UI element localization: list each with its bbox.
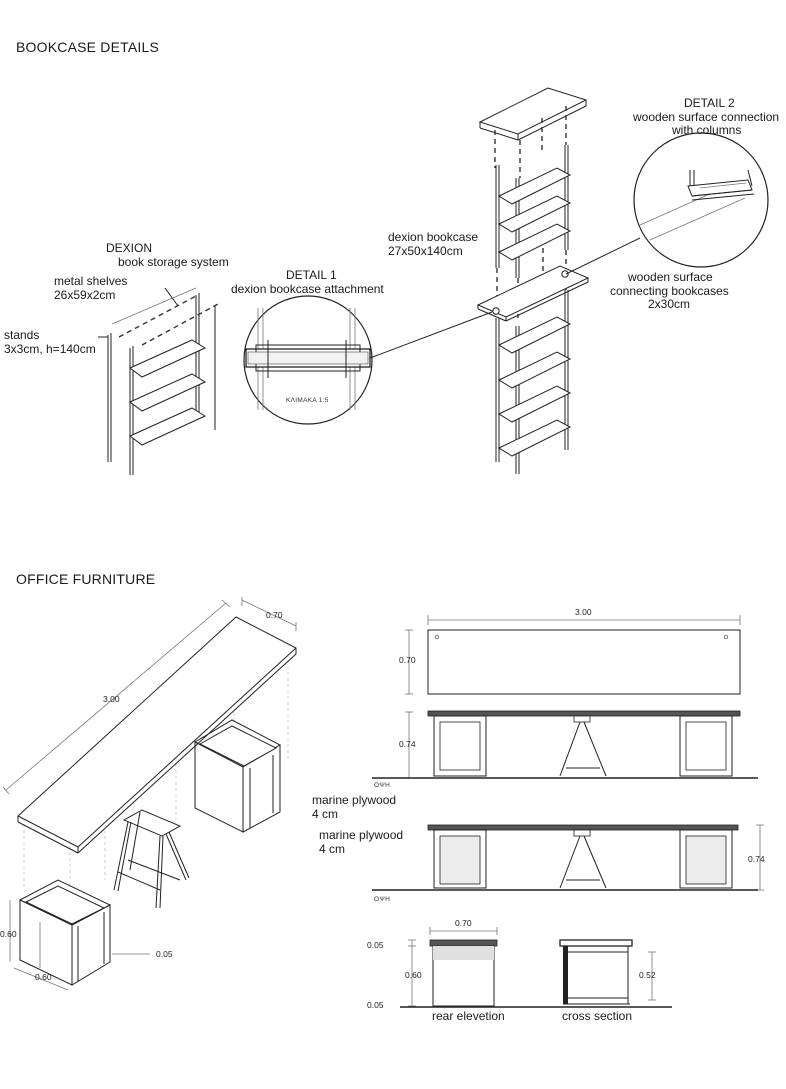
thickness-label-2: 4 cm — [319, 842, 346, 856]
front-elevation — [372, 711, 758, 778]
elevation2-height-dim: 0.74 — [748, 854, 765, 864]
rear-bottom-dim: 0.05 — [367, 1000, 384, 1010]
stands-label: stands — [4, 328, 40, 342]
stands-size: 3x3cm, h=140cm — [4, 342, 96, 356]
rear-height-dim: 0.60 — [405, 970, 422, 980]
surface-label: wooden surface — [628, 270, 713, 284]
dexion-shelf-unit — [98, 288, 220, 475]
dexion-title: DEXION — [106, 241, 153, 255]
surface-line2: connecting bookcases — [610, 284, 729, 298]
iso-width-dim: 0.70 — [266, 610, 283, 620]
cross-section-label: cross section — [562, 1009, 633, 1023]
detail1-title: DETAIL 1 — [286, 268, 337, 282]
iso-box-width-dim: 0.60 — [35, 972, 52, 982]
elevation-height-dim: 0.74 — [399, 739, 416, 749]
iso-gap-dim: 0.05 — [156, 949, 173, 959]
plan-view — [405, 615, 740, 694]
cross-height-dim: 0.52 — [639, 970, 656, 980]
iso-desk — [3, 597, 296, 990]
surface-size: 2x30cm — [648, 297, 691, 311]
iso-box-height-dim: 0.60 — [0, 929, 17, 939]
plan-depth-dim: 0.70 — [399, 655, 416, 665]
iso-length-dim: 3.00 — [103, 694, 120, 704]
floor-mark: ΟΨΗ — [374, 782, 391, 789]
thickness-label-1: 4 cm — [312, 807, 339, 821]
plan-length-dim: 3.00 — [575, 607, 592, 617]
rear-elevation-label: rear elevetion — [432, 1009, 505, 1023]
detail2-line1: wooden surface connection — [633, 110, 780, 124]
side-elevation — [372, 825, 764, 890]
bookcase-section-title: BOOKCASE DETAILS — [16, 39, 159, 55]
shelves-label: metal shelves — [54, 274, 128, 288]
material-label-2: marine plywood — [319, 828, 404, 842]
rear-width-dim: 0.70 — [455, 918, 472, 928]
detail1-subtitle: dexion bookcase attachment — [231, 282, 384, 296]
rear-top-dim: 0.05 — [367, 940, 384, 950]
detail2-line2: with columns — [672, 123, 742, 137]
bookcase-size: 27x50x140cm — [388, 244, 463, 258]
detail1-circle — [244, 296, 492, 424]
shelves-size: 26x59x2cm — [54, 288, 116, 302]
floor-mark-2: ΟΨΗ — [374, 896, 391, 903]
detail1-scale: ΚΛΙΜΑΚΑ 1:5 — [286, 397, 329, 404]
detail2-title: DETAIL 2 — [684, 96, 735, 110]
material-label-1: marine plywood — [312, 793, 397, 807]
tall-bookcase — [478, 88, 640, 474]
bookcase-label: dexion bookcase — [388, 230, 479, 244]
dexion-subtitle: book storage system — [118, 255, 229, 269]
office-section-title: OFFICE FURNITURE — [16, 571, 156, 587]
rear-elevation-drawing — [408, 927, 497, 1006]
detail2-circle — [634, 133, 768, 267]
